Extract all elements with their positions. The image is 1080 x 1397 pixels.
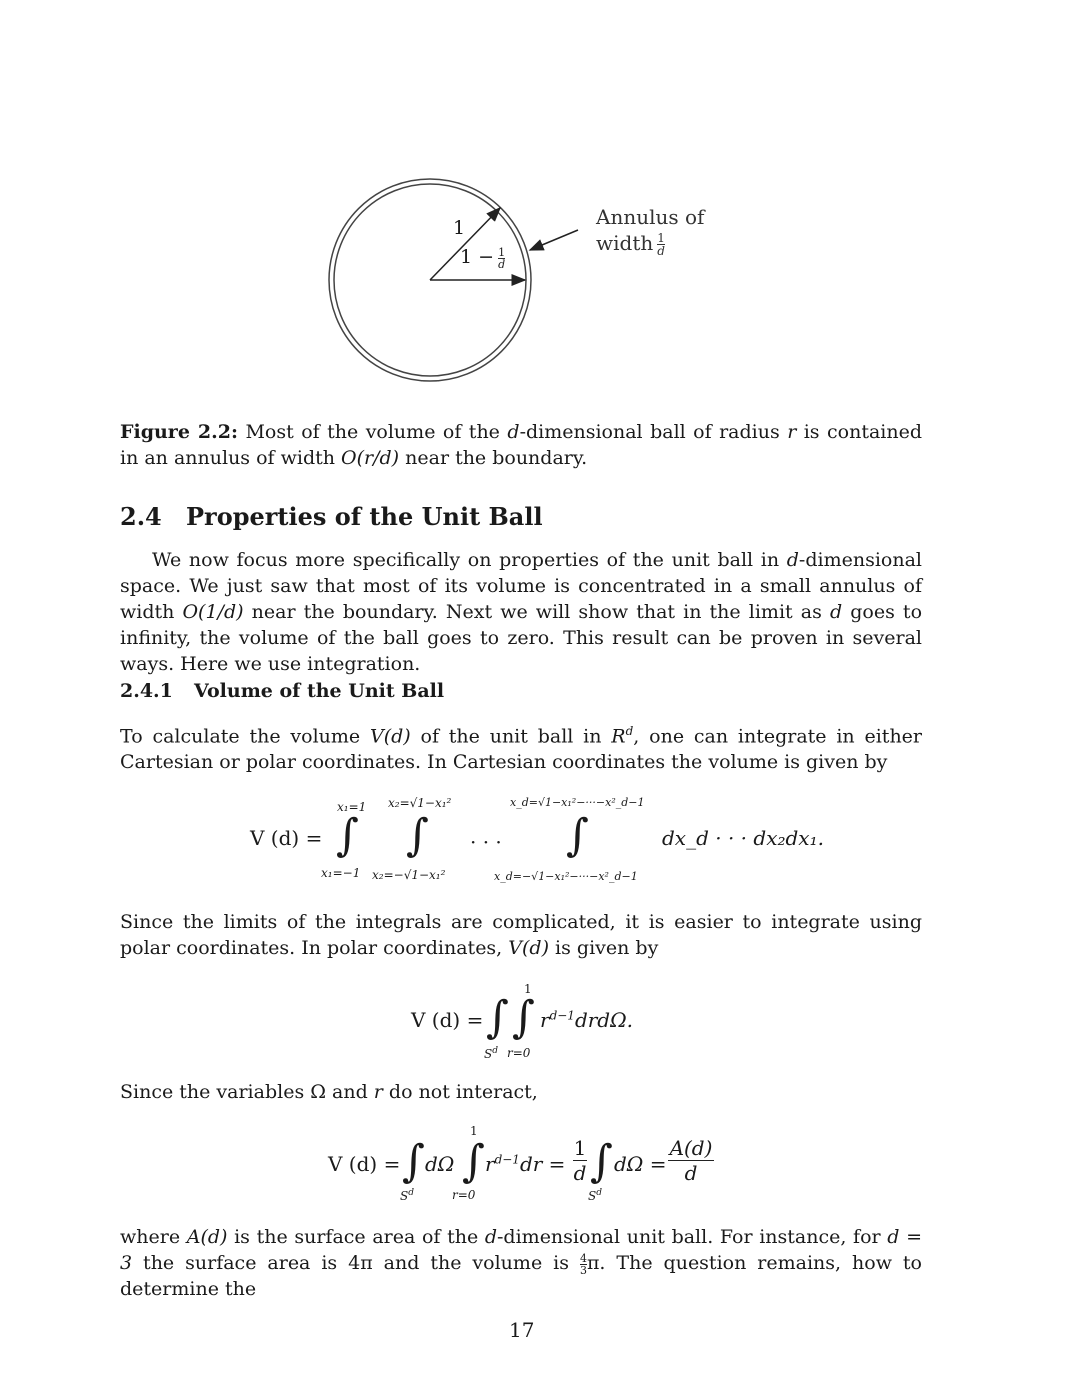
eq1-integral-d: ∫ [566, 810, 589, 861]
section-heading: 2.4 Properties of the Unit Ball [120, 502, 543, 531]
eq1-dots: · · · [470, 830, 502, 854]
eq1-integrand: dx_d · · · dx₂dx₁. [662, 826, 824, 850]
eq2-lower-1: $S^d$ [484, 1046, 498, 1061]
annulus-figure [320, 170, 740, 410]
eq1-lower-d: x_d=−√1−x₁²−···−x²_d−1 [494, 870, 638, 883]
eq3-term-2: $r^{d-1}dr$ = [485, 1152, 566, 1176]
paragraph-volume: To calculate the volume V(d) of the unit ball in $R^d$, one can integrate in either Cartesian or polar coordinates. In Cartesian coordinates the volume is given by [120, 724, 923, 774]
eq3-integral-1: ∫ [402, 1136, 425, 1187]
eq1-lower-2: x₂=−√1−x₁² [372, 868, 446, 882]
subsection-heading: 2.4.1 Volume of the Unit Ball [120, 680, 445, 702]
eq3-integral-2: ∫ [462, 1136, 485, 1187]
eq2-lhs: V (d) = [411, 1008, 484, 1032]
eq1-lower-1: x₁=−1 [321, 866, 361, 880]
eq1-upper-2: x₂=√1−x₁² [388, 796, 452, 810]
outer-radius-label: 1 [453, 217, 466, 239]
paragraph-intro: We now focus more specifically on properties of the unit ball in d-dimensional space. We just saw that most of its volume is concentrated in a small annulus of width O(1/d) near the boundary. Next we will show that in the limit as d goes to infinity, the volume of the ball goes to zero. This result can be proven in several ways. Here we use integration. [120, 549, 923, 675]
eq3-fraction-2: A(d) d [669, 1136, 713, 1185]
annulus-pointer-arrow [530, 230, 578, 250]
eq2-integral-2: ∫ [512, 992, 535, 1043]
eq3-lower-1: $S^d$ [400, 1188, 414, 1203]
eq2-upper-2: 1 [524, 982, 532, 996]
eq3-lhs: V (d) = [328, 1152, 401, 1176]
eq3-term-1: dΩ [425, 1152, 455, 1176]
eq3-lower-2: r=0 [452, 1188, 476, 1202]
eq2-integral-1: ∫ [486, 992, 509, 1043]
eq3-fraction-1: 1 d [573, 1136, 587, 1185]
paragraph-surface-area: where A(d) is the surface area of the d-dimensional unit ball. For instance, for d = 3 the surface area is 4π and the volume is $\frac{4}{3}$ π. The question remains, how to determine the [120, 1226, 922, 1300]
eq1-upper-1: x₁=1 [337, 800, 367, 814]
eq3-upper-2: 1 [470, 1124, 478, 1138]
figure-caption: Figure 2.2: Most of the volume of the d-dimensional ball of radius r is contained in an annulus of width O(r/d) near the boundary. [120, 421, 923, 469]
eq1-upper-d: x_d=√1−x₁²−···−x²_d−1 [510, 796, 645, 809]
eq1-integral-2: ∫ [406, 810, 429, 861]
eq2-lower-2: r=0 [507, 1046, 531, 1060]
eq3-term-3: dΩ = [614, 1152, 667, 1176]
eq2-integrand: $r^{d-1}drd\Omega$. [540, 1008, 634, 1032]
annulus-annotation: Annulus of width $\frac{1}{d}$ [596, 205, 705, 258]
paragraph-polar: Since the limits of the integrals are complicated, it is easier to integrate using polar coordinates. In polar coordinates, V(d) is given by [120, 911, 922, 959]
page-number: 17 [509, 1318, 535, 1342]
inner-radius-label: 1 − $\frac{1}{d}$ [460, 245, 506, 271]
eq3-lower-3: $S^d$ [588, 1188, 602, 1203]
paragraph-variables: Since the variables Ω and r do not interact, [120, 1081, 538, 1103]
eq3-integral-3: ∫ [590, 1136, 613, 1187]
eq1-lhs: V (d) = [250, 826, 323, 850]
eq1-integral-1: ∫ [336, 810, 359, 861]
